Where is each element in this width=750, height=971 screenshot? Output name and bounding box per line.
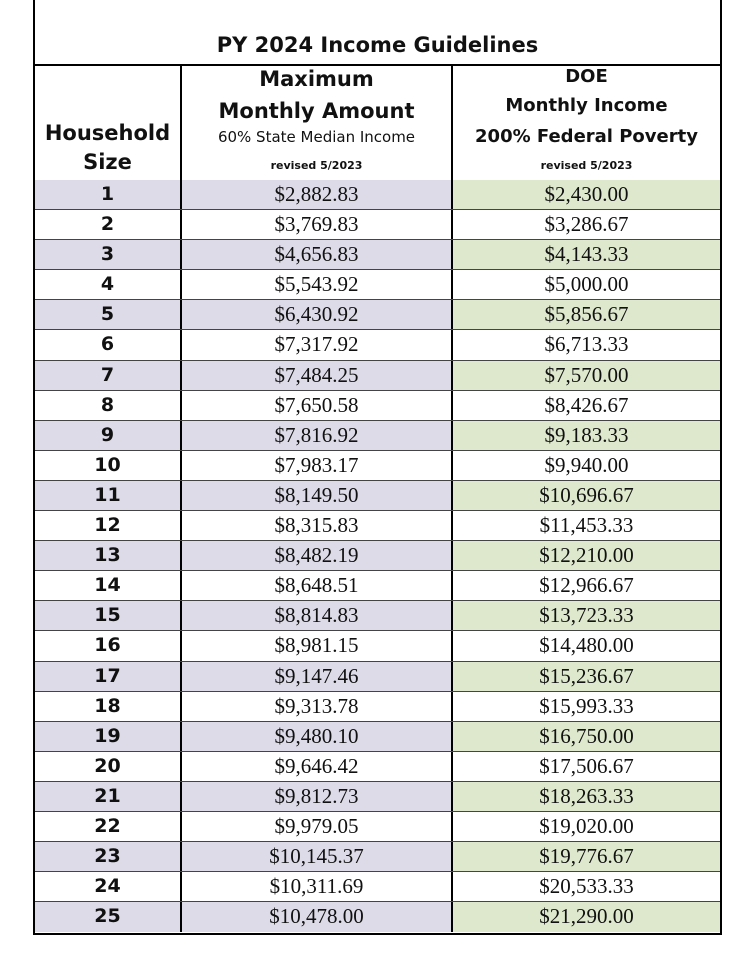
household-size-cell: 7 (35, 361, 182, 390)
maximum-amount-cell: $10,145.37 (182, 842, 453, 871)
maximum-amount-cell: $7,484.25 (182, 361, 453, 390)
doe-income-cell: $15,993.33 (539, 693, 634, 718)
household-size-cell: 15 (35, 601, 182, 630)
table-row (35, 902, 720, 932)
header-household-line1: Household (44, 121, 171, 145)
doe-income-cell: $5,856.67 (453, 300, 720, 329)
table-row (35, 511, 720, 541)
maximum-amount-cell: $7,650.58 (182, 391, 453, 420)
table-row (35, 270, 720, 300)
table-header (35, 64, 720, 182)
maximum-amount-cell: $8,482.19 (182, 541, 453, 570)
household-size-cell: 21 (35, 782, 182, 811)
maximum-amount-cell: $10,478.00 (182, 902, 453, 932)
maximum-amount-cell: $10,311.69 (182, 872, 453, 901)
table-row (35, 722, 720, 752)
doe-income-cell: $5,000.00 (544, 272, 629, 297)
table-row (35, 180, 720, 210)
household-size-cell: 14 (35, 571, 182, 600)
household-size-cell: 24 (35, 872, 182, 901)
header-maximum-monthly-amount (182, 64, 453, 180)
maximum-amount-cell: $9,480.10 (182, 722, 453, 751)
table-row (35, 330, 720, 360)
income-guidelines-table (33, 0, 722, 935)
household-size-cell: 20 (35, 752, 182, 781)
doe-income-cell: $14,480.00 (539, 633, 634, 658)
header-household-size (35, 64, 182, 180)
household-size-cell: 6 (35, 330, 182, 359)
table-row (35, 361, 720, 391)
doe-income-cell: $12,210.00 (453, 541, 720, 570)
doe-income-cell: $20,533.33 (539, 874, 634, 899)
household-size-cell: 12 (35, 511, 182, 540)
table-row (35, 812, 720, 842)
maximum-amount-cell: $2,882.83 (182, 180, 453, 209)
doe-income-cell: $6,713.33 (544, 332, 629, 357)
maximum-amount-cell: $5,543.92 (182, 270, 453, 299)
maximum-amount-cell: $8,814.83 (182, 601, 453, 630)
household-size-cell: 25 (35, 902, 182, 932)
doe-income-cell: $19,776.67 (453, 842, 720, 871)
maximum-amount-cell: $9,313.78 (182, 692, 453, 721)
household-size-cell: 16 (35, 631, 182, 660)
household-size-cell: 19 (35, 722, 182, 751)
household-size-cell: 1 (35, 180, 182, 209)
household-size-cell: 23 (35, 842, 182, 871)
header-doe-line1: DOE (565, 66, 608, 87)
table-row (35, 481, 720, 511)
doe-income-cell: $15,236.67 (453, 662, 720, 691)
header-doe-line3: 200% Federal Poverty (475, 126, 698, 147)
table-row (35, 541, 720, 571)
doe-income-cell: $11,453.33 (539, 513, 634, 538)
doe-income-cell: $2,430.00 (453, 180, 720, 209)
doe-income-cell: $3,286.67 (544, 212, 629, 237)
maximum-amount-cell: $8,648.51 (182, 571, 453, 600)
table-row (35, 451, 720, 481)
doe-income-cell: $17,506.67 (539, 753, 634, 778)
household-size-cell: 10 (35, 451, 182, 480)
table-row (35, 842, 720, 872)
household-size-cell: 8 (35, 391, 182, 420)
header-household-line2: Size (83, 150, 132, 174)
table-body (35, 180, 720, 932)
header-doe-monthly-income (453, 64, 720, 180)
header-doe-line2: Monthly Income (505, 95, 668, 116)
maximum-amount-cell: $8,315.83 (182, 511, 453, 540)
table-row (35, 421, 720, 451)
table-row (35, 631, 720, 661)
table-row (35, 692, 720, 722)
household-size-cell: 5 (35, 300, 182, 329)
doe-income-cell: $10,696.67 (453, 481, 720, 510)
header-maximum-line2: Monthly Amount (218, 99, 415, 123)
table-row (35, 872, 720, 902)
maximum-amount-cell: $4,656.83 (182, 240, 453, 269)
table-row (35, 300, 720, 330)
household-size-cell: 18 (35, 692, 182, 721)
doe-income-cell: $18,263.33 (453, 782, 720, 811)
household-size-cell: 13 (35, 541, 182, 570)
maximum-amount-cell: $7,983.17 (182, 451, 453, 480)
header-maximum-revised: revised 5/2023 (270, 159, 363, 172)
doe-income-cell: $13,723.33 (453, 601, 720, 630)
header-maximum-line1: Maximum (259, 67, 374, 91)
table-row (35, 601, 720, 631)
household-size-cell: 11 (35, 481, 182, 510)
header-doe-revised: revised 5/2023 (540, 159, 633, 172)
header-maximum-line3: 60% State Median Income (217, 128, 416, 146)
doe-income-cell: $9,183.33 (453, 421, 720, 450)
household-size-cell: 9 (35, 421, 182, 450)
maximum-amount-cell: $8,981.15 (182, 631, 453, 660)
maximum-amount-cell: $8,149.50 (182, 481, 453, 510)
doe-income-cell: $8,426.67 (544, 392, 629, 417)
table-row (35, 752, 720, 782)
table-row (35, 782, 720, 812)
household-size-cell: 3 (35, 240, 182, 269)
maximum-amount-cell: $9,979.05 (182, 812, 453, 841)
table-title: PY 2024 Income Guidelines (35, 26, 720, 66)
table-row (35, 210, 720, 240)
doe-income-cell: $9,940.00 (544, 452, 629, 477)
maximum-amount-cell: $3,769.83 (182, 210, 453, 239)
doe-income-cell: $4,143.33 (453, 240, 720, 269)
doe-income-cell: $7,570.00 (453, 361, 720, 390)
household-size-cell: 17 (35, 662, 182, 691)
doe-income-cell: $12,966.67 (539, 573, 634, 598)
household-size-cell: 22 (35, 812, 182, 841)
table-row (35, 391, 720, 421)
table-row (35, 662, 720, 692)
maximum-amount-cell: $9,646.42 (182, 752, 453, 781)
maximum-amount-cell: $9,147.46 (182, 662, 453, 691)
household-size-cell: 4 (35, 270, 182, 299)
table-row (35, 240, 720, 270)
maximum-amount-cell: $9,812.73 (182, 782, 453, 811)
table-row (35, 571, 720, 601)
maximum-amount-cell: $7,317.92 (182, 330, 453, 359)
maximum-amount-cell: $7,816.92 (182, 421, 453, 450)
doe-income-cell: $21,290.00 (453, 902, 720, 932)
maximum-amount-cell: $6,430.92 (182, 300, 453, 329)
doe-income-cell: $19,020.00 (539, 813, 634, 838)
household-size-cell: 2 (35, 210, 182, 239)
doe-income-cell: $16,750.00 (453, 722, 720, 751)
